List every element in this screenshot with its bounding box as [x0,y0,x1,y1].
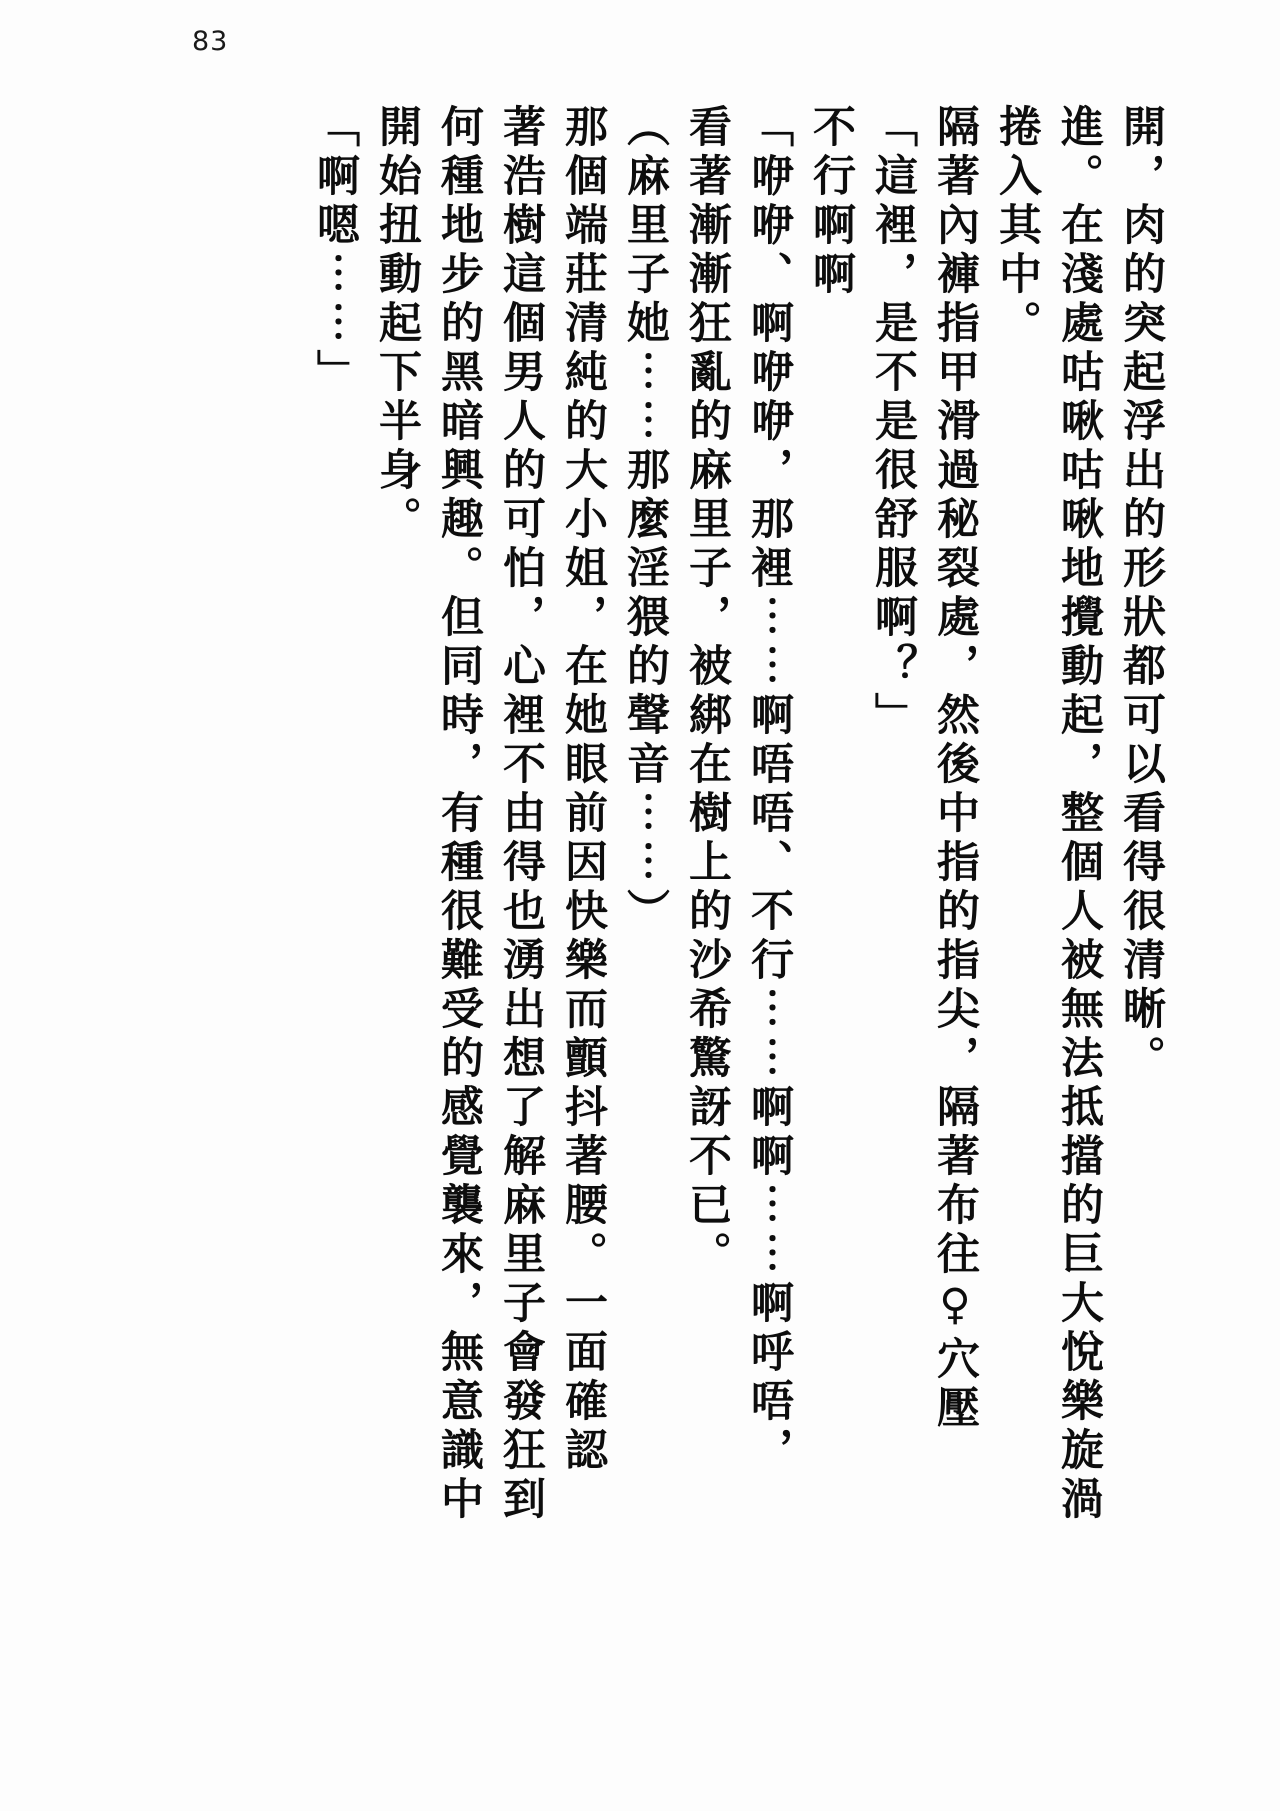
vertical-body-text [150,104,1166,1661]
text-column: 何種地步的黑暗興趣。但同時，有種很難受的感覺襲來，無意識中 [434,104,484,1525]
text-column: 不行啊啊 [806,104,856,300]
text-column: 開始扭動起下半身。 [372,104,422,545]
text-column: 隔著內褲指甲滑過秘裂處，然後中指的指尖，隔著布往♀穴壓 [930,104,980,1434]
text-column: 那個端莊清純的大小姐，在她眼前因快樂而顫抖著腰。一面確認 [558,104,608,1476]
text-column: 「咿咿、啊咿咿，那裡⋯⋯啊唔唔、不行⋯⋯啊啊⋯⋯啊呼唔， [744,104,794,1476]
text-column: 著浩樹這個男人的可怕，心裡不由得也湧出想了解麻里子會發狂到 [496,104,546,1525]
text-column: （麻里子她⋯⋯那麼淫猥的聲音⋯⋯） [620,104,670,937]
text-column: 看著漸漸狂亂的麻里子，被綁在樹上的沙希驚訝不已。 [682,104,732,1280]
text-column: 開，肉的突起浮出的形狀都可以看得很清晰。 [1116,104,1166,1084]
page-number: 83 [192,26,229,57]
text-column: 捲入其中。 [992,104,1042,349]
text-column: 「啊嗯⋯⋯」 [310,104,360,398]
text-column: 進。在淺處咕啾咕啾地攪動起，整個人被無法抵擋的巨大悅樂旋渦 [1054,104,1104,1525]
text-column: 「這裡，是不是很舒服啊？」 [868,104,918,741]
